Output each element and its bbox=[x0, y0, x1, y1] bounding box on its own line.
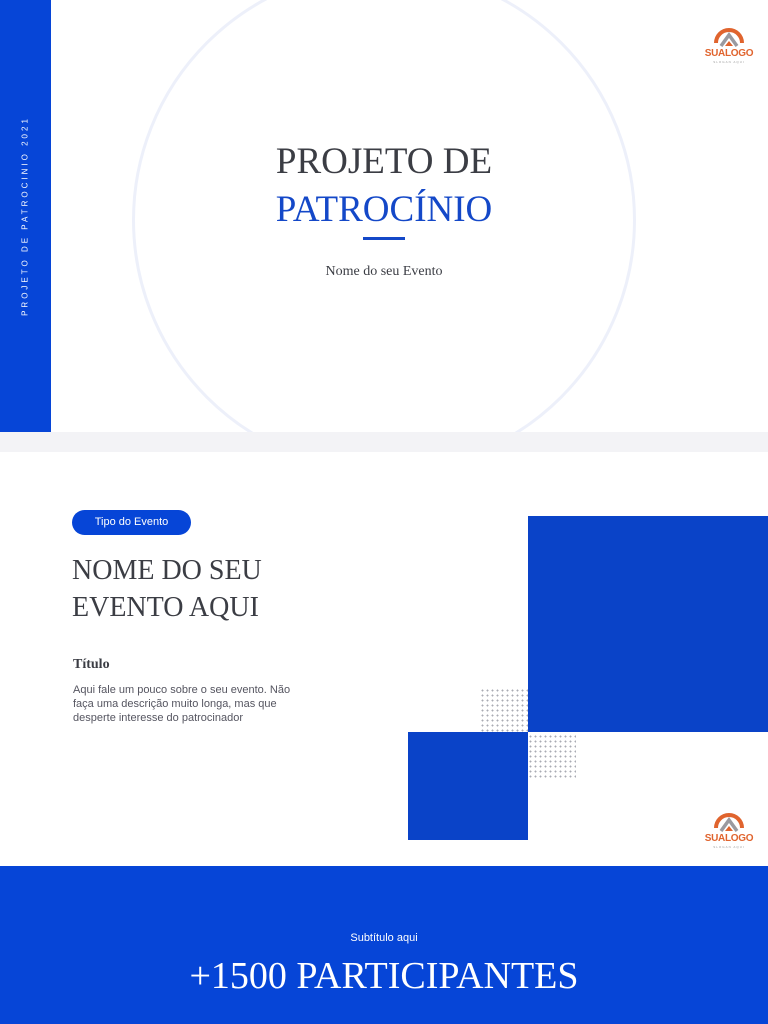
logo-wordmark: SUALOGO bbox=[704, 48, 754, 59]
decorative-blue-square-small bbox=[408, 732, 528, 840]
logo-tagline: SLOGAN AQUI bbox=[713, 60, 745, 64]
logo-wordmark: SUALOGO bbox=[704, 833, 754, 844]
participants-headline: +1500 PARTICIPANTES bbox=[189, 955, 579, 997]
house-arc-logo-icon bbox=[712, 805, 746, 833]
event-name-heading: NOME DO SEU EVENTO AQUI bbox=[72, 555, 262, 623]
sidebar-label: PROJETO DE PATROCINIO 2021 bbox=[20, 116, 30, 316]
section-heading: Título bbox=[73, 657, 110, 672]
event-page bbox=[0, 452, 768, 866]
cover-title-line-2: PATROCÍNIO bbox=[275, 189, 493, 230]
decorative-dot-grid bbox=[480, 688, 528, 732]
participants-subtitle: Subtítulo aqui bbox=[350, 932, 418, 944]
decorative-blue-square-large bbox=[528, 516, 768, 732]
event-description: Aqui fale um pouco sobre o seu evento. Não faça uma descrição muito longa, mas que desperte interesse do patrocinador bbox=[73, 684, 291, 724]
company-logo bbox=[701, 805, 757, 851]
company-logo bbox=[701, 20, 757, 66]
title-underline bbox=[363, 237, 405, 240]
participants-page bbox=[0, 866, 768, 1024]
cover-page bbox=[0, 0, 768, 432]
event-type-badge: Tipo do Evento bbox=[72, 510, 191, 535]
logo-tagline: SLOGAN AQUI bbox=[713, 845, 745, 849]
cover-title-line-1: PROJETO DE bbox=[275, 141, 493, 182]
decorative-dot-grid bbox=[528, 734, 576, 778]
house-arc-logo-icon bbox=[712, 20, 746, 48]
cover-subtitle: Nome do seu Evento bbox=[325, 264, 443, 279]
